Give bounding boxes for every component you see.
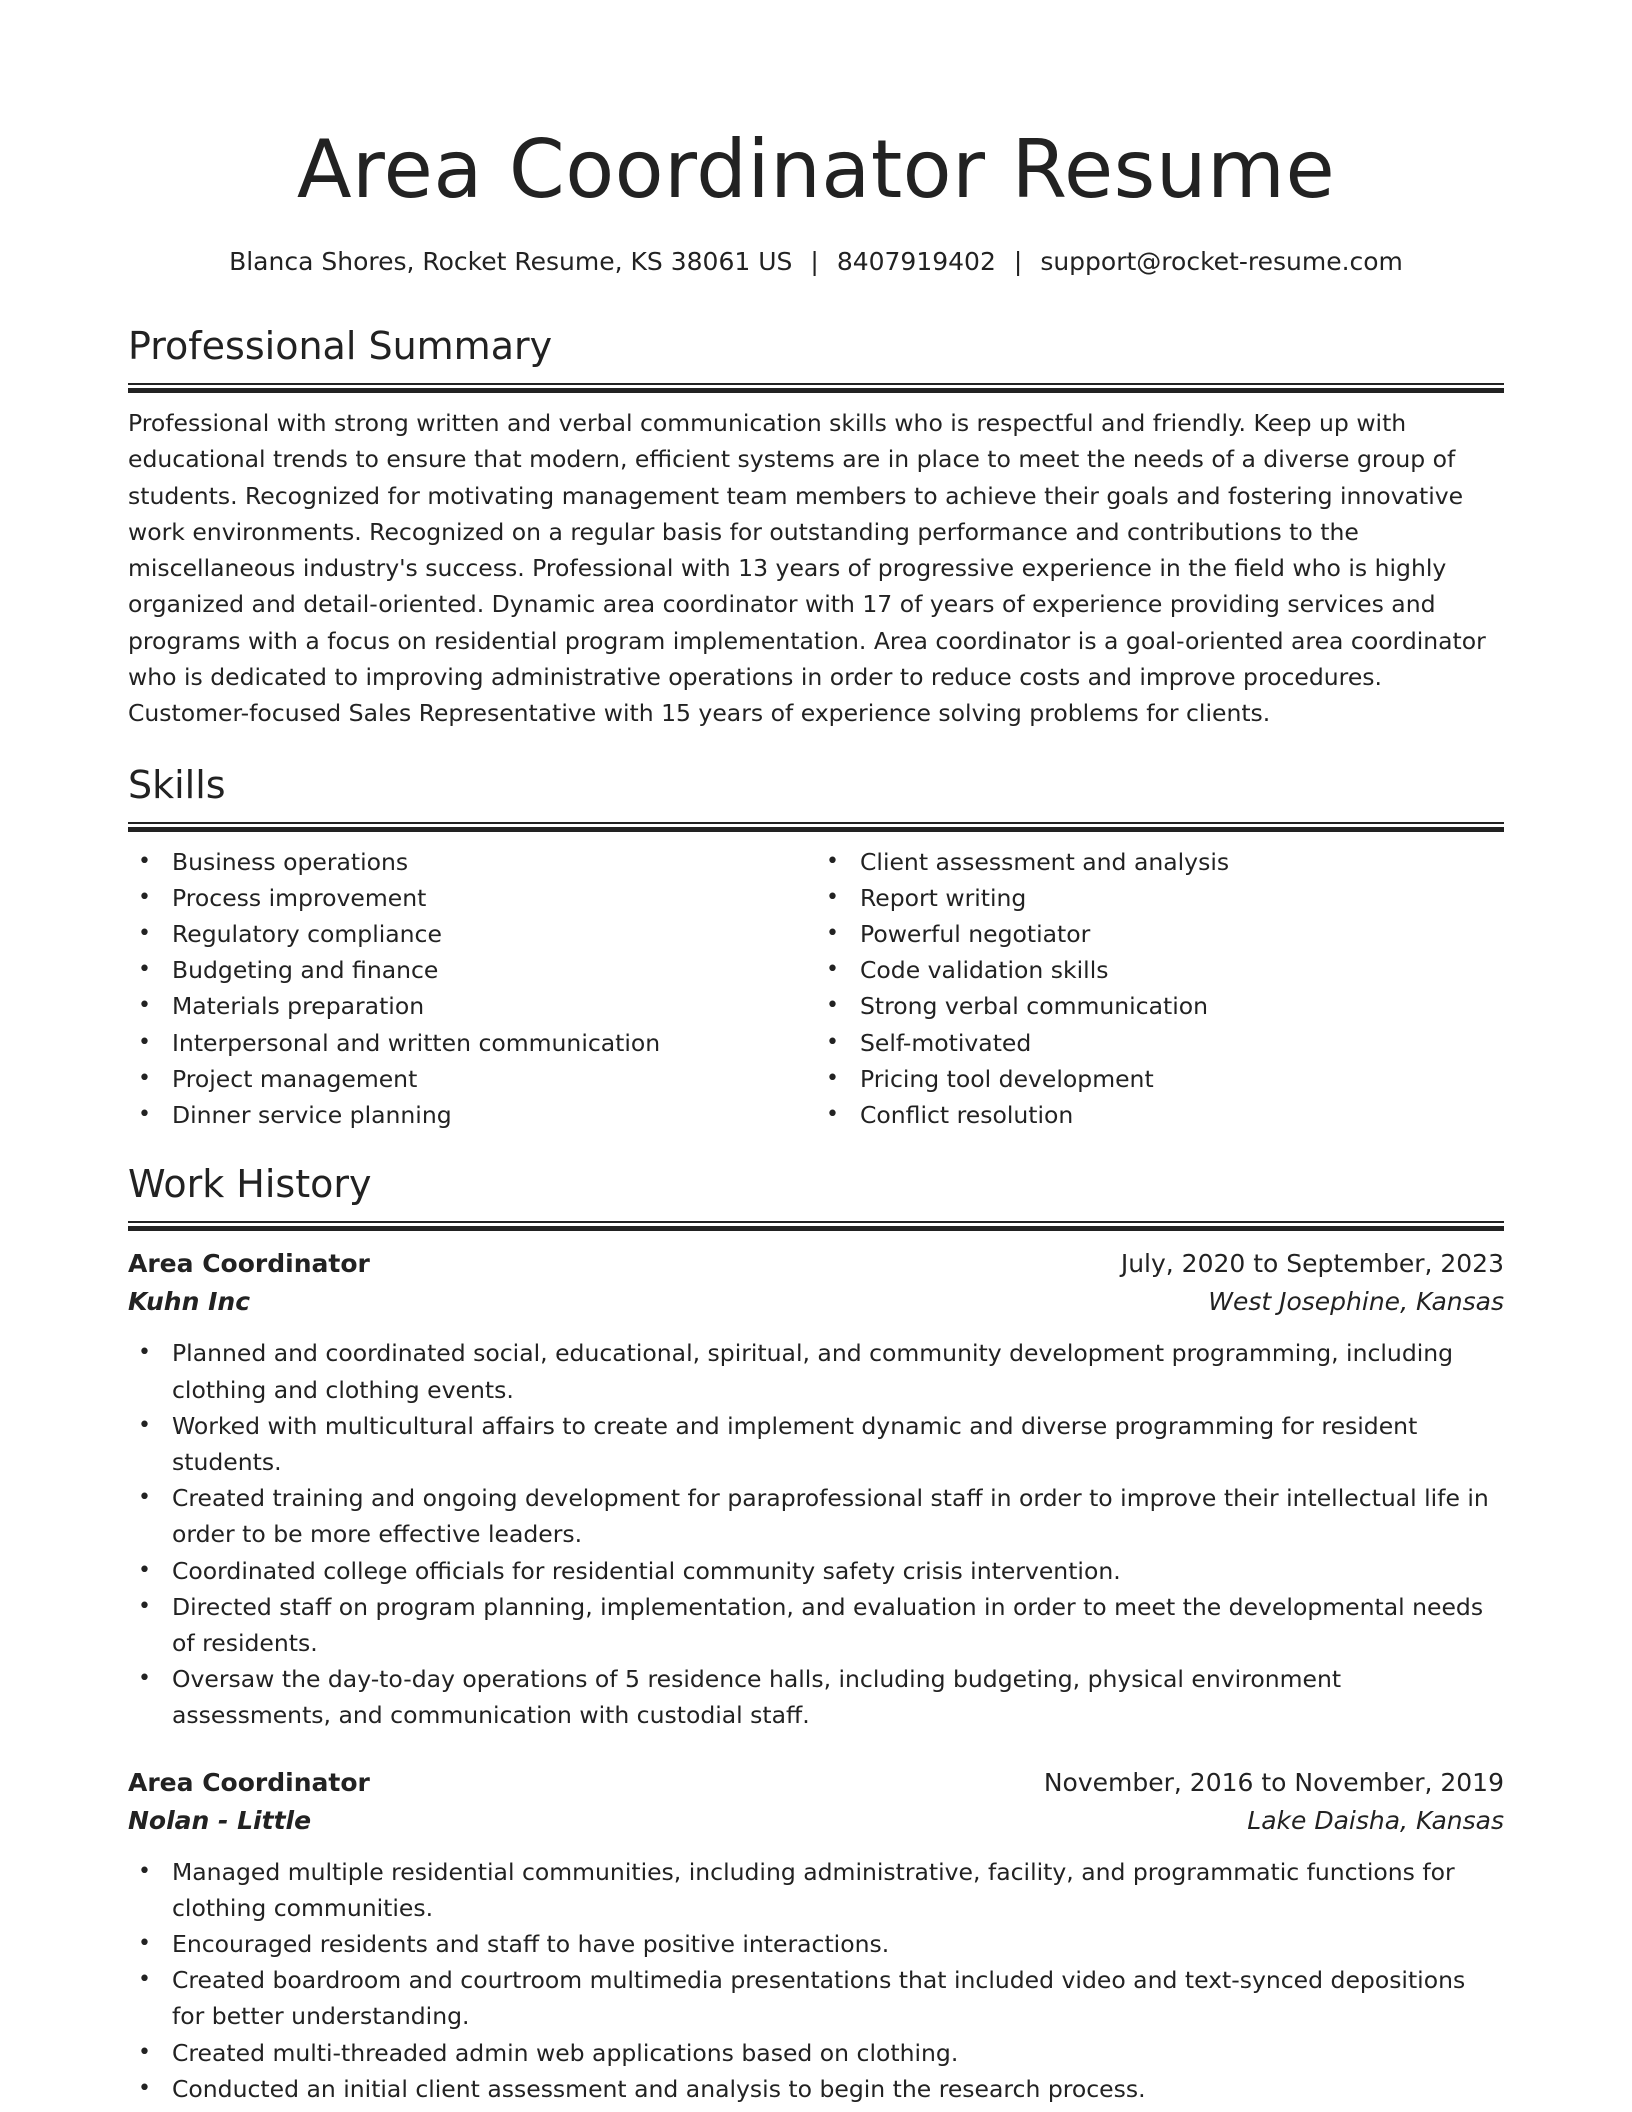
contact-line — [128, 244, 1504, 280]
section-heading: Professional Summary — [128, 324, 553, 368]
job-bullet: • Created multi-threaded admin web applications based on clothing. — [128, 2035, 1504, 2071]
skill-item: • Self-motivated — [816, 1025, 1504, 1061]
skills-section — [128, 760, 1504, 1134]
job-bullet-list — [128, 1854, 1504, 2107]
section-divider — [128, 1221, 1504, 1231]
job-list — [128, 1245, 1504, 2107]
work-history-section — [128, 1159, 1504, 2107]
contact-separator: | — [810, 247, 819, 276]
section-heading: Work History — [128, 1162, 372, 1207]
skill-item: • Report writing — [816, 880, 1504, 916]
contact-address: Blanca Shores, Rocket Resume, KS 38061 US — [229, 247, 793, 276]
job-header-row — [128, 1245, 1504, 1283]
job-bullet: • Created boardroom and courtroom multimedia presentations that included video and text-synced depositions for better understanding. — [128, 1962, 1504, 2034]
skills-columns — [128, 844, 1504, 1134]
job-bullet: • Worked with multicultural affairs to create and implement dynamic and diverse programming for resident students. — [128, 1408, 1504, 1480]
job-bullet: • Conducted an initial client assessment and analysis to begin the research process. — [128, 2071, 1504, 2107]
summary-section — [128, 321, 1504, 732]
skills-list-right — [816, 844, 1504, 1134]
job-location: West Josephine, Kansas — [1208, 1287, 1504, 1317]
job-title: Area Coordinator — [128, 1249, 370, 1279]
skill-item: • Materials preparation — [128, 988, 816, 1024]
contact-separator: | — [1013, 247, 1023, 276]
job-location: Lake Daisha, Kansas — [1247, 1805, 1504, 1835]
section-heading: Skills — [128, 762, 226, 807]
job-entry — [128, 1245, 1504, 1733]
skill-item: • Strong verbal communication — [816, 988, 1504, 1024]
job-bullet: • Directed staff on program planning, implementation, and evaluation in order to meet the developmental needs of residents. — [128, 1589, 1504, 1661]
skill-item: • Code validation skills — [816, 952, 1504, 988]
job-company: Nolan - Little — [128, 1805, 312, 1835]
resume-title: Area Coordinator Resume — [296, 123, 1336, 216]
section-divider — [128, 822, 1504, 832]
skill-item: • Dinner service planning — [128, 1097, 816, 1133]
job-bullet: • Planned and coordinated social, educational, spiritual, and community development programming, including clothing and clothing events. — [128, 1335, 1504, 1407]
skill-item: • Conflict resolution — [816, 1097, 1504, 1133]
contact-email[interactable]: support@rocket-resume.com — [1040, 247, 1403, 276]
skill-item: • Process improvement — [128, 880, 816, 916]
job-header-row — [128, 1764, 1504, 1802]
skill-item: • Client assessment and analysis — [816, 844, 1504, 880]
job-subheader-row — [128, 1802, 1504, 1840]
job-dates: July, 2020 to September, 2023 — [1120, 1249, 1504, 1279]
skill-item: • Project management — [128, 1061, 816, 1097]
job-bullet: • Managed multiple residential communities, including administrative, facility, and programmatic functions for clothing communities. — [128, 1854, 1504, 1926]
skill-item: • Powerful negotiator — [816, 916, 1504, 952]
skill-item: • Interpersonal and written communication — [128, 1025, 816, 1061]
job-dates: November, 2016 to November, 2019 — [1043, 1767, 1504, 1797]
skill-item: • Regulatory compliance — [128, 916, 816, 952]
job-bullet: • Oversaw the day-to-day operations of 5 residence halls, including budgeting, physical environment assessments, and communication with custodial staff. — [128, 1661, 1504, 1733]
section-divider — [128, 383, 1504, 393]
skill-item: • Pricing tool development — [816, 1061, 1504, 1097]
job-company: Kuhn Inc — [128, 1287, 251, 1317]
job-bullet: • Created training and ongoing development for paraprofessional staff in order to improve their intellectual life in order to be more effective leaders. — [128, 1480, 1504, 1552]
skills-list-left — [128, 844, 816, 1134]
job-title: Area Coordinator — [128, 1767, 370, 1797]
job-subheader-row — [128, 1283, 1504, 1321]
skill-item: • Business operations — [128, 844, 816, 880]
job-bullet-list — [128, 1335, 1504, 1733]
job-bullet: • Encouraged residents and staff to have positive interactions. — [128, 1926, 1504, 1962]
skill-item: • Budgeting and finance — [128, 952, 816, 988]
contact-phone: 8407919402 — [836, 247, 996, 276]
job-entry — [128, 1764, 1504, 2107]
job-bullet: • Coordinated college officials for residential community safety crisis intervention. — [128, 1553, 1504, 1589]
summary-text: Professional with strong written and verbal communication skills who is respectful and friendly. Keep up with educational trends to ensure that modern, efficient systems are in place to meet the needs of a diverse group of students. Recognized for motivating management team members to achieve their goals and fostering innovative work environments. Recognized on a regular basis for outstanding performance and contributions to the miscellaneous industry's success. Professional with 13 years of progressive experience in the field who is highly organized and detail-oriented. Dynamic area coordinator with 17 of years of experience providing services and programs with a focus on residential program implementation. Area coordinator is a goal-oriented area coordinator who is dedicated to improving administrative operations in order to reduce costs and improve procedures. Customer-focused Sales Representative with 15 years of experience solving problems for clients. — [128, 409, 1486, 728]
